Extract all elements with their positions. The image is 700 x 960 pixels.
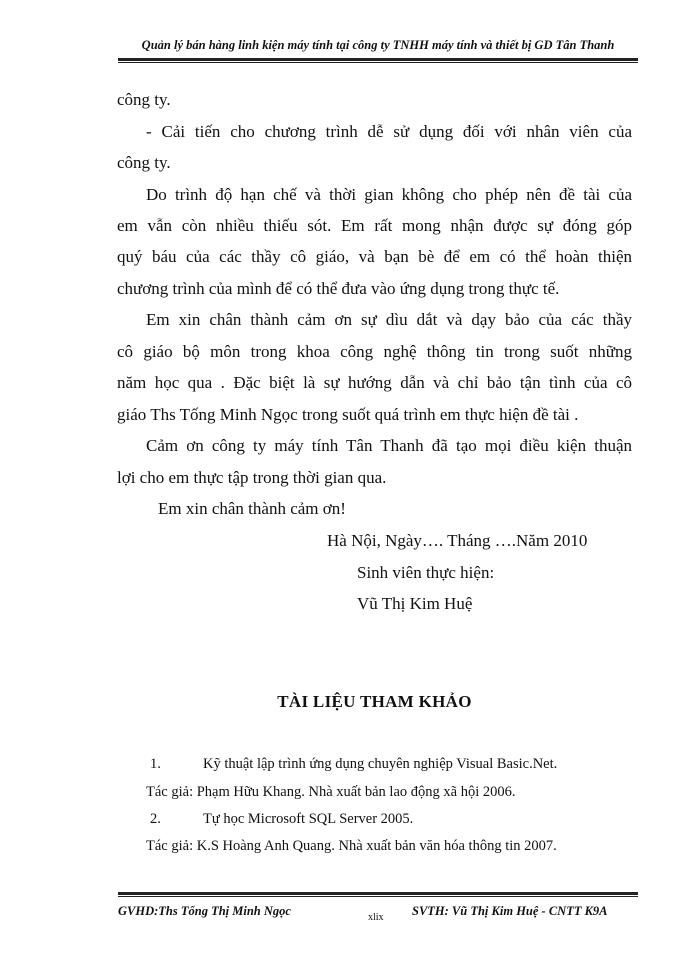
references-title: TÀI LIỆU THAM KHẢO [277, 692, 472, 711]
reference-author: Tác giả: K.S Hoàng Anh Quang. Nhà xuất bản văn hóa thông tin 2007. [146, 838, 557, 854]
body-line: giáo Ths Tống Minh Ngọc trong suốt quá trình em thực hiện đề tài . [117, 405, 579, 424]
reference-number: 2. [150, 811, 161, 827]
thanks-line: Em xin chân thành cảm ơn! [158, 499, 346, 518]
body-line: Do trình độ hạn chế và thời gian không cho phép nên đề tài của [146, 185, 632, 204]
reference-book: Kỹ thuật lập trình ứng dụng chuyên nghiệp Visual Basic.Net. [203, 756, 558, 772]
footer-rule-thick [118, 892, 638, 895]
body-line: Cảm ơn công ty máy tính Tân Thanh đã tạo mọi điều kiện thuận [146, 436, 632, 455]
reference-number: 1. [150, 756, 161, 772]
running-header: Quản lý bán hàng linh kiện máy tính tại công ty TNHH máy tính và thiết bị GD Tân Thanh [141, 38, 615, 52]
body-line: - Cải tiến cho chương trình dễ sử dụng đối với nhân viên của [146, 122, 632, 141]
body-line: công ty. [117, 90, 171, 109]
footer-rule-thin [118, 896, 638, 897]
body-line: công ty. [117, 153, 171, 172]
body-line: lợi cho em thực tập trong thời gian qua. [117, 468, 387, 487]
header-rule-thick [118, 58, 638, 61]
header-rule-thin [118, 62, 638, 63]
body-line: quý báu của các thầy cô giáo, và bạn bè để em có thể hoàn thiện [117, 247, 632, 266]
footer-advisor: GVHD:Ths Tống Thị Minh Ngọc [118, 904, 291, 918]
body-line: cô giáo bộ môn trong khoa công nghệ thông tin trong suốt những [117, 342, 632, 361]
body-line: chương trình của mình để có thể đưa vào ứng dụng trong thực tế. [117, 279, 560, 298]
signature-name: Vũ Thị Kim Huệ [357, 594, 473, 613]
reference-author: Tác giả: Phạm Hữu Khang. Nhà xuất bản lao động xã hội 2006. [146, 784, 516, 800]
signature-date: Hà Nội, Ngày…. Tháng ….Năm 2010 [327, 531, 588, 550]
signature-role: Sinh viên thực hiện: [357, 563, 495, 582]
body-line: năm học qua . Đặc biệt là sự hướng dẫn và chỉ bảo tận tình của cô [117, 373, 632, 392]
footer-student: SVTH: Vũ Thị Kim Huệ - CNTT K9A [412, 904, 608, 918]
body-line: em vẫn còn nhiều thiếu sót. Em rất mong nhận được sự đóng góp [117, 216, 632, 235]
reference-book: Tự học Microsoft SQL Server 2005. [203, 811, 414, 827]
page-number: xlix [368, 912, 384, 923]
body-line: Em xin chân thành cảm ơn sự dìu dắt và dạy bảo của các thầy [146, 310, 632, 329]
